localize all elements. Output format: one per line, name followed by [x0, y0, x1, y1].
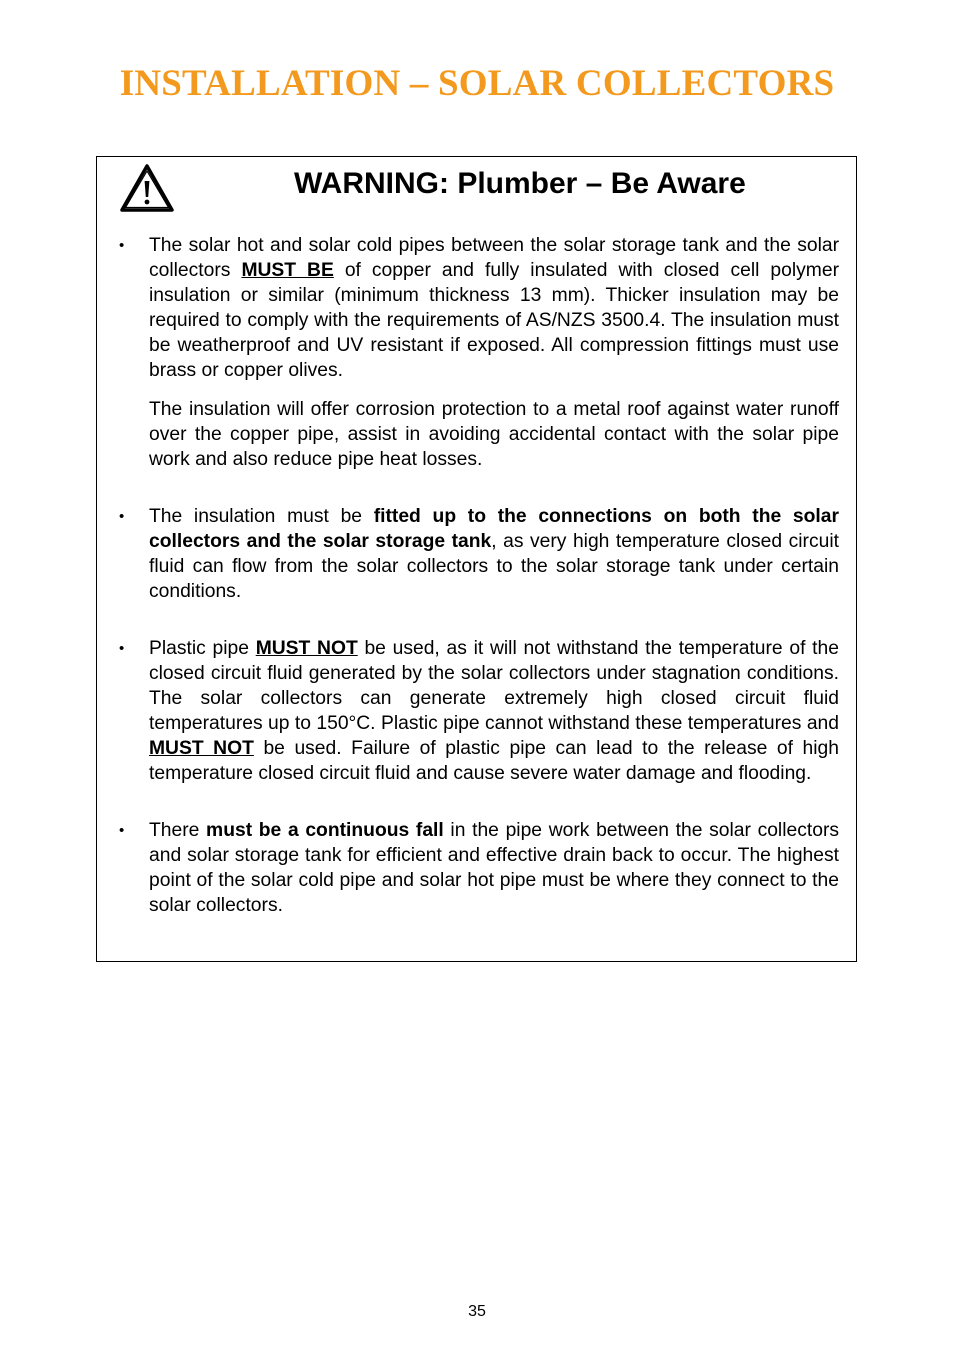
warning-paragraph — [149, 397, 839, 472]
warning-item — [119, 818, 839, 918]
warning-paragraph — [149, 233, 839, 383]
warning-paragraph — [149, 504, 839, 604]
warning-box — [96, 156, 857, 962]
emphasis-bold: must be a continuous fall — [206, 820, 444, 841]
emphasis-underlined: MUST NOT — [149, 738, 254, 759]
text-run: be used, as it will not withstand the temperature of the closed circuit fluid generated by the solar collectors under stagnation conditions. The solar collectors can generate extremely high closed circuit fluid temperatures up to 150°C. Plastic pipe cannot withstand these temperatures and — [149, 638, 839, 734]
warning-paragraph — [149, 818, 839, 918]
warning-paragraph — [149, 636, 839, 786]
emphasis-underlined: MUST BE — [241, 260, 334, 281]
warning-item — [119, 233, 839, 472]
text-run: The insulation will offer corrosion protection to a metal roof against water runoff over the copper pipe, assist in avoiding accidental contact with the solar pipe work and also reduce pipe heat losses. — [149, 399, 839, 470]
page-number: 35 — [468, 1303, 486, 1320]
page-title: INSTALLATION – SOLAR COLLECTORS — [119, 63, 835, 104]
emphasis-underlined: MUST NOT — [255, 638, 358, 659]
text-run: The solar hot and solar cold pipes between the solar storage tank and the solar collectors — [149, 235, 839, 281]
text-run: Plastic pipe — [149, 638, 256, 659]
text-run: The insulation must be — [149, 506, 374, 527]
warning-heading: WARNING: Plumber – Be Aware — [294, 167, 746, 200]
text-run: be used. Failure of plastic pipe can lead to the release of high temperature closed circuit fluid and cause severe water damage and flooding. — [149, 738, 840, 784]
text-run: of copper and fully insulated with closed cell polymer insulation or similar (minimum thickness 13 mm). Thicker insulation may be required to comply with the requirements of AS/NZS 3500.4. The insulation must be weatherproof and UV resistant if exposed. All compression fittings must use brass or copper olives. — [149, 260, 840, 381]
bullet-icon: • — [119, 822, 125, 839]
emphasis-bold: fitted up to the connections on both the solar collectors and the solar storage tank — [149, 506, 839, 552]
bullet-icon: • — [119, 237, 125, 254]
warning-item — [119, 636, 839, 786]
warning-item — [119, 504, 839, 604]
warning-triangle-icon — [119, 163, 175, 213]
text-run: , as very high temperature closed circuit fluid can flow from the solar collectors to the solar storage tank under certain conditions. — [149, 531, 839, 602]
text-run: in the pipe work between the solar collectors and solar storage tank for efficient and effective drain back to occur. The highest point of the solar cold pipe and solar hot pipe must be where they connect to the solar collectors. — [149, 820, 840, 916]
bullet-icon: • — [119, 508, 125, 525]
warning-list — [119, 233, 839, 918]
text-run: There — [149, 820, 207, 841]
bullet-icon: • — [119, 640, 125, 657]
